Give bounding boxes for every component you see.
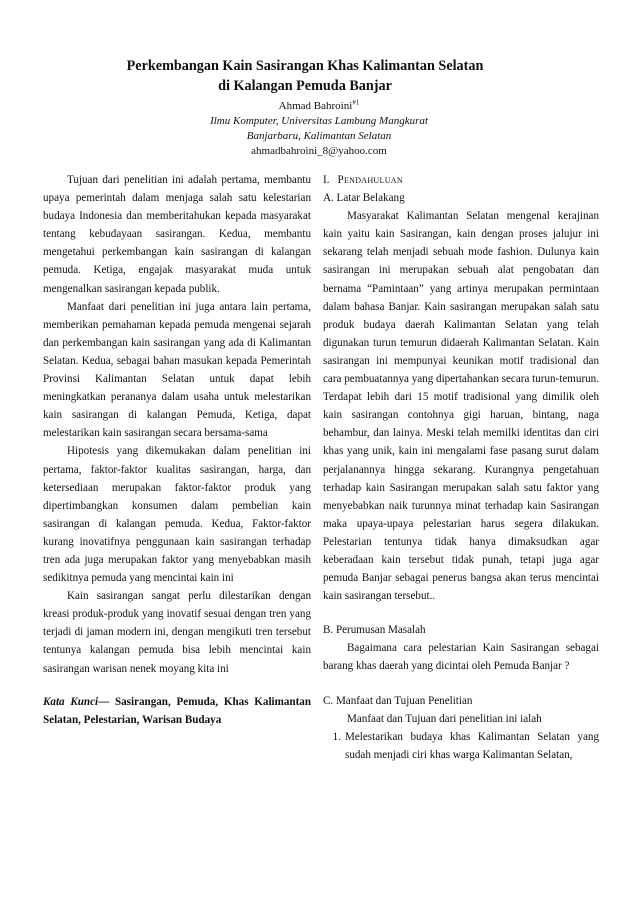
title-line-2: di Kalangan Pemuda Banjar bbox=[218, 78, 392, 94]
abstract-paragraph-4: Kain sasirangan sangat perlu dilestarikan dengan kreasi produk-produk yang inovatif sesuai dengan tren yang terjadi di jaman modern ini, dengan mengikuti tren tersebut tentunya kalangan pemuda bisa lebih mencintai kain sasirangan warisan nenek moyang kita ini bbox=[43, 590, 311, 675]
author-superscript: #1 bbox=[352, 98, 360, 107]
objectives-list bbox=[323, 728, 599, 764]
keywords-block bbox=[43, 693, 311, 729]
section-heading bbox=[323, 171, 599, 189]
section-title: Pendahuluan bbox=[337, 174, 403, 186]
section-number: I. bbox=[323, 174, 330, 186]
right-column bbox=[323, 171, 599, 764]
title-line-1: Perkembangan Kain Sasirangan Khas Kalimantan Selatan bbox=[126, 58, 484, 74]
author-name: Ahmad Bahroini bbox=[278, 100, 353, 112]
abstract-paragraph-3: Hipotesis yang dikemukakan dalam penelitian ini pertama, faktor-faktor kualitas sasirangan, harga, dan ketersediaan merupakan faktor-faktor produk yang dipertimbangkan konsumen dalam pembelian kain sasirangan di kalangan pemuda. Kedua, Faktor-faktor kurang inovatifnya penggunaan kain sasirangan terhadap tren ada juga merupakan faktor yang menyebabkan masih sedikitnya pemuda yang mencintai kain ini bbox=[43, 445, 311, 585]
spacer bbox=[323, 676, 599, 692]
affiliation-line-1: Ilmu Komputer, Universitas Lambung Mangkurat bbox=[210, 115, 428, 127]
subsection-a-heading: A. Latar Belakang bbox=[323, 192, 405, 205]
subsection-b-text: Bagaimana cara pelestarian Kain Sasirangan sebagai barang khas daerah yang dicintai oleh Pemuda Banjar ? bbox=[323, 642, 599, 673]
list-item-text: Melestarikan budaya khas Kalimantan Selatan yang sudah menjadi ciri khas warga Kalimantan Selatan, bbox=[345, 730, 599, 761]
abstract-paragraph-2: Manfaat dari penelitian ini juga antara lain pertama, memberikan pemahaman kepada pemuda mengenai sejarah dan perkembangan kain sasirangan yang ada di Kalimantan Selatan. Kedua, sebagai bahan masukan kepada Pemerintah Provinsi Kalimantan Selatan untuk dapat lebih meningkatkan perananya dalam usaha untuk melestarikan kain sasirangan di kalangan Pemuda, Ketiga, dapat melestarikan kain sasirangan secara bersama-sama bbox=[43, 300, 311, 440]
author-line bbox=[0, 99, 638, 114]
paper-title bbox=[0, 56, 624, 96]
abstract-paragraph-1: Tujuan dari penelitian ini adalah pertama, membantu upaya pemerintah dalam menjaga salah satu kelestarian budaya Indonesia dan memberitahukan kepada masyarakat tentang kebudayaan sasirangan. Kedua, membantu mengetahui perkembangan kain sasirangan di kalangan pemuda. Ketiga, engajak masyarakat muda untuk mengenalkan sasirangan kepada publik. bbox=[43, 174, 311, 295]
author-email: ahmadbahroini_8@yahoo.com bbox=[251, 145, 387, 157]
keywords-dash: — bbox=[98, 695, 110, 708]
subsection-c-text: Manfaat dan Tujuan dari penelitian ini ialah bbox=[347, 712, 542, 725]
subsection-a-text: Masyarakat Kalimantan Selatan mengenal kerajinan kain yaitu kain Sasirangan, kain dengan proses jalujur ini sekarang telah menjadi sebuah mode fashion. Dulunya kain sasirangan ini merupakan sebuah alat pengobatan dan bernama “Pamintaan” yang artinya merupakan permintaan dalam bahasa Banjar. Kain sasirangan merupakan salah satu produk budaya daerah Kalimantan Selatan yang telah digunakan turun temurun didaerah Kalimantan Selatan. Kain sasirangan ini mempunyai keunikan motif tradisional dan cara pembuatannya yang dipertahankan secara turun-temurun. Terdapat lebih dari 15 motif tradisional yang dimilik oleh kain sasirangan contohnya gigi haruan, bintang, naga behambur, dan lainya. Meski telah memilki identitas dan ciri khas yang unik, kain ini mengalami fase pasang surut dalam perjalanannya hingga sekarang. Kurangnya pengetahuan terhadap kain Sasirangan merupakan salah satu faktor yang menyebabkan naik turunnya minat terhadap kain Sasirangan maka upaya-upaya pelestarian harus segera dilakukan. Pelestarian tentunya tidak hanya dimaksudkan agar keberadaan kain tersebut tidak punah, tetapi juga agar pemuda Banjar sebagai penerus bangsa akan terus mencintai kain sasirangan tersebut.. bbox=[323, 210, 599, 603]
keywords-text: Sasirangan, Pemuda, Khas Kalimantan Selatan, Pelestarian, Warisan Budaya bbox=[43, 695, 311, 726]
affiliation-line-2: Banjarbaru, Kalimantan Selatan bbox=[246, 130, 392, 142]
spacer bbox=[323, 605, 599, 621]
list-marker: 1. bbox=[332, 730, 341, 743]
keywords-label: Kata Kunci bbox=[43, 695, 99, 708]
subsection-b-heading: B. Perumusan Masalah bbox=[323, 624, 426, 637]
left-column bbox=[43, 171, 311, 729]
paper-header bbox=[0, 56, 638, 159]
list-item bbox=[323, 728, 599, 764]
subsection-c-heading: C. Manfaat dan Tujuan Penelitian bbox=[323, 694, 473, 707]
